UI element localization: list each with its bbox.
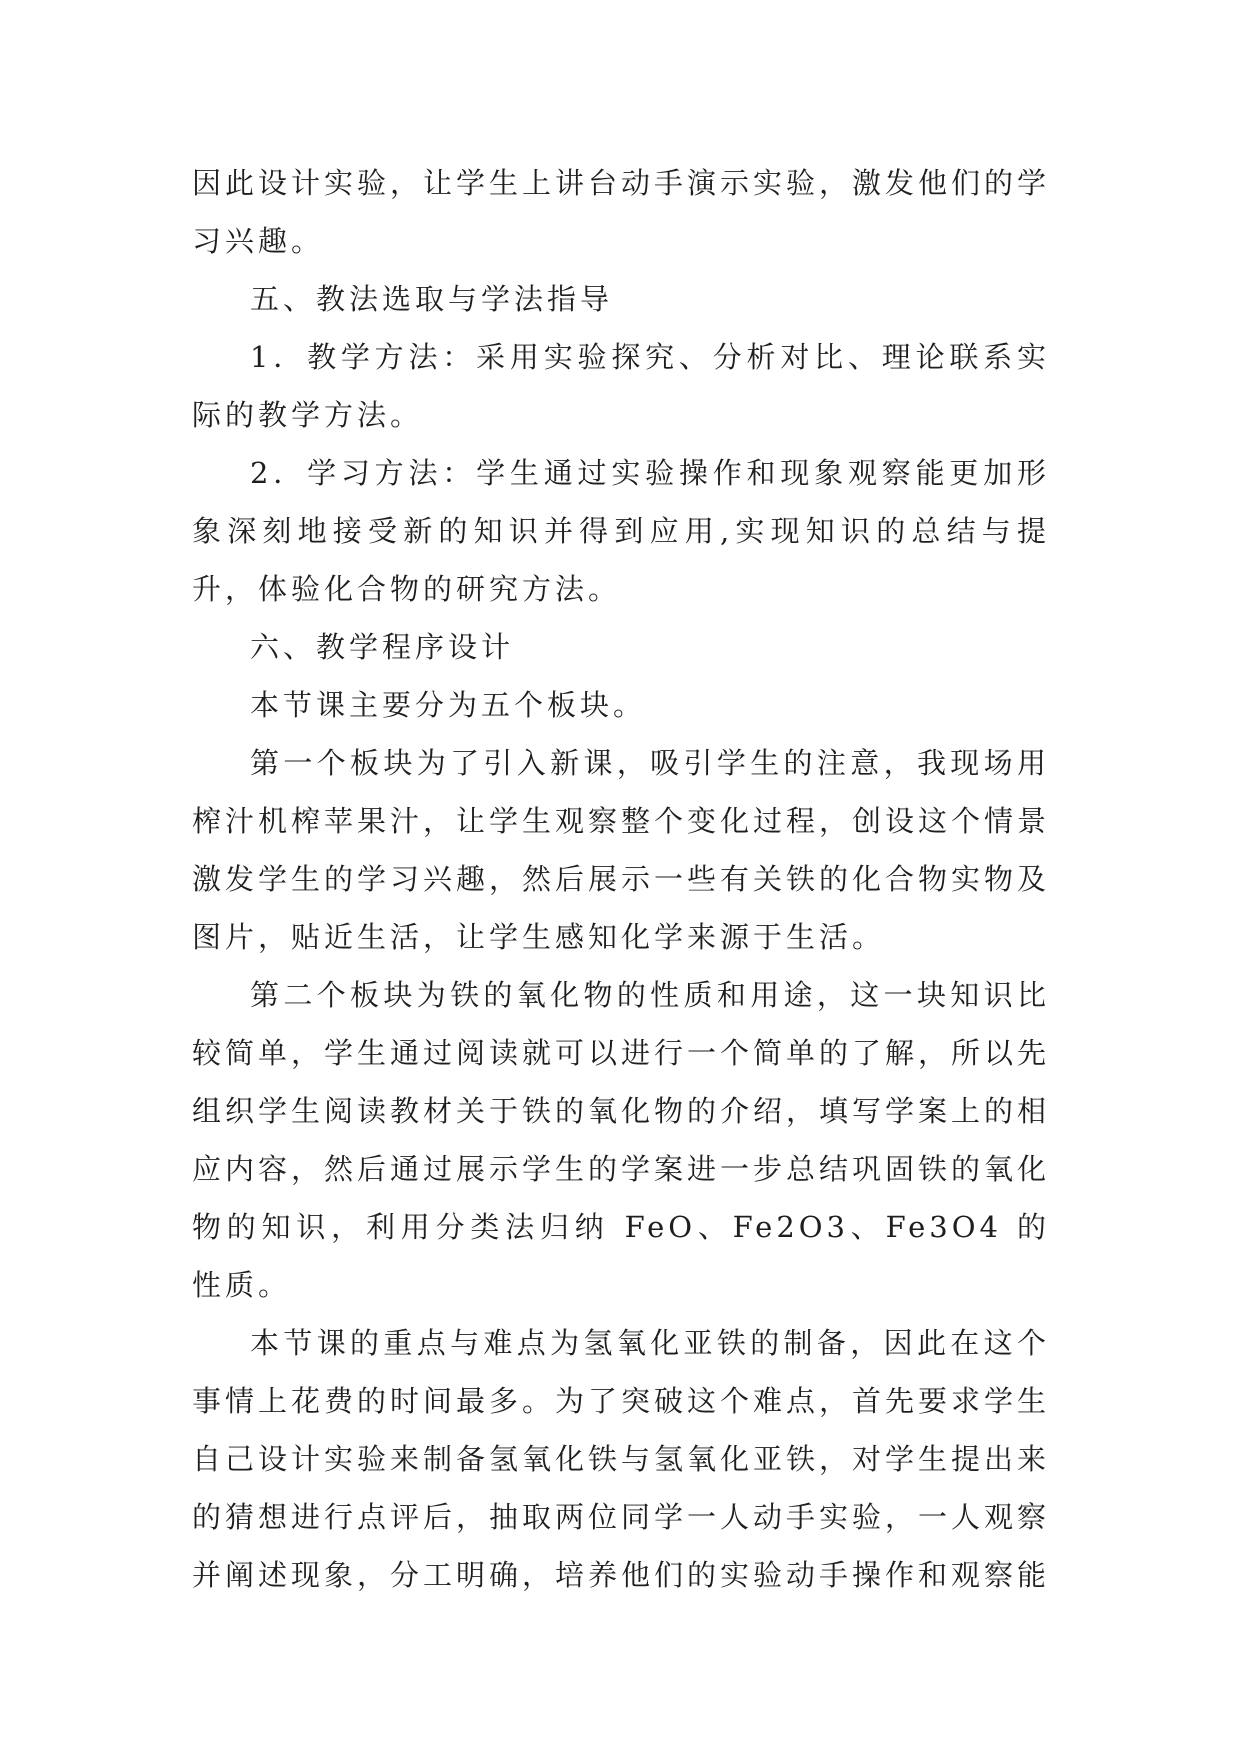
paragraph-first-section: 第一个板块为了引入新课，吸引学生的注意，我现场用榨汁机榨苹果汁，让学生观察整个变化过程，创设这个情景激发学生的学习兴趣，然后展示一些有关铁的化合物实物及图片，贴近生活，让学生感知化学来源于生活。: [192, 746, 1051, 954]
section-heading-procedure-design: 六、教学程序设计: [250, 630, 515, 664]
paragraph-second-section: 第二个板块为铁的氧化物的性质和用途，这一块知识比较简单，学生通过阅读就可以进行一个简单的了解，所以先组织学生阅读教材关于铁的氧化物的介绍，填写学案上的相应内容，然后通过展示学生的学案进一步总结巩固铁的氧化物的知识，利用分类法归纳 FeO、Fe2O3、Fe3O4 的性质。: [192, 978, 1051, 1302]
paragraph-key-difficulty: 本节课的重点与难点为氢氧化亚铁的制备，因此在这个事情上花费的时间最多。为了突破这个难点，首先要求学生自己设计实验来制备氢氧化铁与氢氧化亚铁，对学生提出来的猜想进行点评后，抽取两位同学一人动手实验，一人观察并阐述现象，分工明确，培养他们的实验动手操作和观察能: [192, 1326, 1051, 1592]
section-heading-teaching-methods: 五、教法选取与学法指导: [250, 282, 614, 316]
paragraph-learning-method: 2．学习方法：学生通过实验操作和现象观察能更加形象深刻地接受新的知识并得到应用,实现知识的总结与提升，体验化合物的研究方法。: [192, 456, 1050, 606]
document-body: [192, 154, 1050, 1604]
paragraph-teaching-method: 1．教学方法：采用实验探究、分析对比、理论联系实际的教学方法。: [192, 340, 1050, 432]
paragraph-continuation: 因此设计实验，让学生上讲台动手演示实验，激发他们的学习兴趣。: [192, 166, 1051, 258]
paragraph-five-sections: 本节课主要分为五个板块。: [250, 688, 647, 722]
